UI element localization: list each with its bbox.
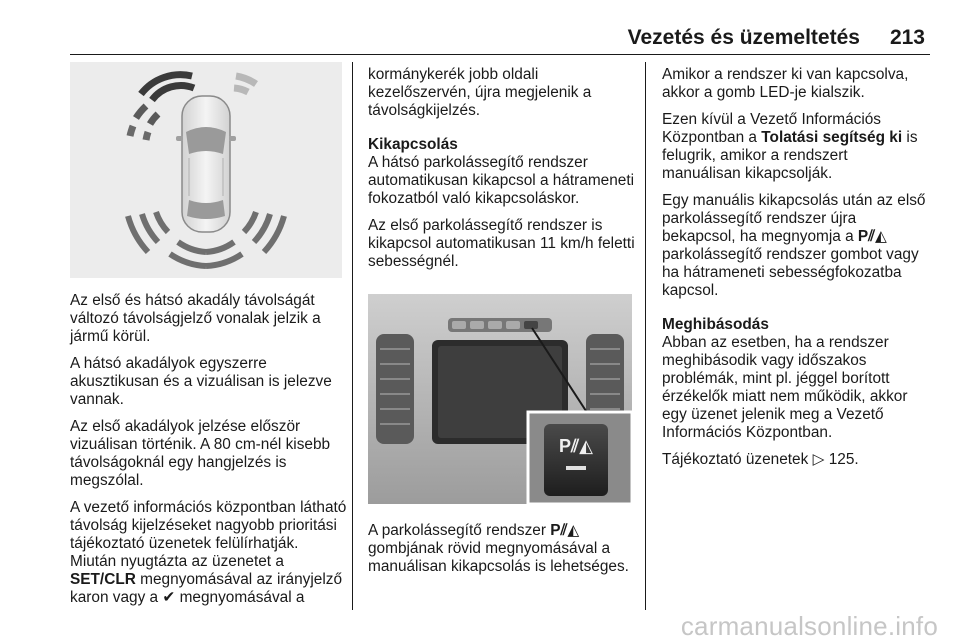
text-run: parkolássegítő rendszer gombot vagy ha hátrameneti sebességfokozatba kapcsol. [662,246,919,299]
column-1 [70,292,348,616]
text-run: gombjának rövid megnyomásával a manuálisan kikapcsolás is lehetséges. [368,540,629,575]
paragraph: Az első és hátsó akadály távolságát változó távolságjelző vonalak jelzik a jármű körül. [70,292,321,345]
paragraph: Amikor a rendszer ki van kapcsolva, akkor a gomb LED-je kialszik. [662,66,909,101]
parking-assist-icon: P⫽◭ [550,522,580,539]
figure-caption [368,522,640,576]
parking-assist-button-icon: P⫽◭ [559,436,593,456]
column-divider-1 [352,62,353,610]
paragraph [662,111,930,183]
header-rule [70,54,930,55]
paragraph: Abban az esetben, ha a rendszer meghibásodik vagy időszakos problémák, mint pl. jéggel borított érzékelők miatt nem működik, akkor egy üzenet jelenik meg a Vezető Információs Központban. [662,334,908,441]
watermark: carmanualsonline.info [680,611,938,641]
heading-kikapcsolas: Kikapcsolás [368,136,458,153]
text-run: Egy manuális kikapcsolás után az első parkolássegítő rendszer újra bekapcsol, ha megnyomja a [662,192,926,245]
column-divider-2 [645,62,646,610]
message-label: Tolatási segítség ki [761,129,903,146]
text-run: A vezető információs központban látható távolság kijelzéseket nagyobb prioritási tájékoztató üzenetek felülírhatják. Miután nyugtázta az üzenetet a [70,499,347,570]
paragraph: A hátsó akadályok egyszerre akusztikusan és a vizuálisan is jelezve vannak. [70,355,332,408]
paragraph [70,499,348,607]
car-distance-illustration [70,62,342,278]
paragraph [662,192,930,300]
parking-assist-button-zoom [528,412,632,504]
car-icon [176,96,236,232]
paragraph: Az első parkolássegítő rendszer is kikapcsol automatikusan 11 km/h feletti sebességnél. [368,217,635,270]
checkmark-icon: ✔ [162,589,176,606]
paragraph [662,451,930,469]
paragraph: Az első akadályok jelzése először vizuálisan történik. A 80 cm-nél kisebb távolságoknál egy hangjelzés is megszólal. [70,418,331,489]
dashboard-button-figure [368,294,632,504]
chapter-title: Vezetés és üzemeltetés [627,26,860,49]
column-3 [662,66,930,478]
page-reference[interactable]: 125. [828,451,859,468]
text-run: Ezen kívül a Vezető Információs Központban a [662,111,882,146]
parking-assist-icon: P⫽◭ [857,228,887,245]
center-button-row [448,318,552,332]
text-run: is felugrik, amikor a rendszert manuálisan kikapcsolják. [662,129,918,182]
heading-meghibasodas: Meghibásodás [662,316,769,333]
text-run: megnyomásával a [179,589,305,606]
text-run: megnyomásával az irányjelző karon vagy a [70,571,343,606]
column-2-top [368,66,640,280]
page-reference-icon: ▷ [812,451,825,468]
dashboard-illustration [368,294,632,504]
parking-distance-figure [70,62,342,278]
air-vent-left [376,334,414,444]
button-led-icon [566,466,586,470]
page-header [0,26,925,50]
paragraph: kormánykerék jobb oldali kezelőszervén, újra megjelenik a távolságkijelzés. [368,66,592,119]
text-run: Tájékoztató üzenetek [662,451,809,468]
set-clr-key-label: SET/CLR [70,571,136,588]
page-number: 213 [889,26,925,49]
text-run: A parkolássegítő rendszer [368,522,546,539]
paragraph: A hátsó parkolássegítő rendszer automatikusan kikapcsol a hátrameneti fokozatból való kikapcsoláskor. [368,154,635,207]
column-2-caption [368,522,640,585]
